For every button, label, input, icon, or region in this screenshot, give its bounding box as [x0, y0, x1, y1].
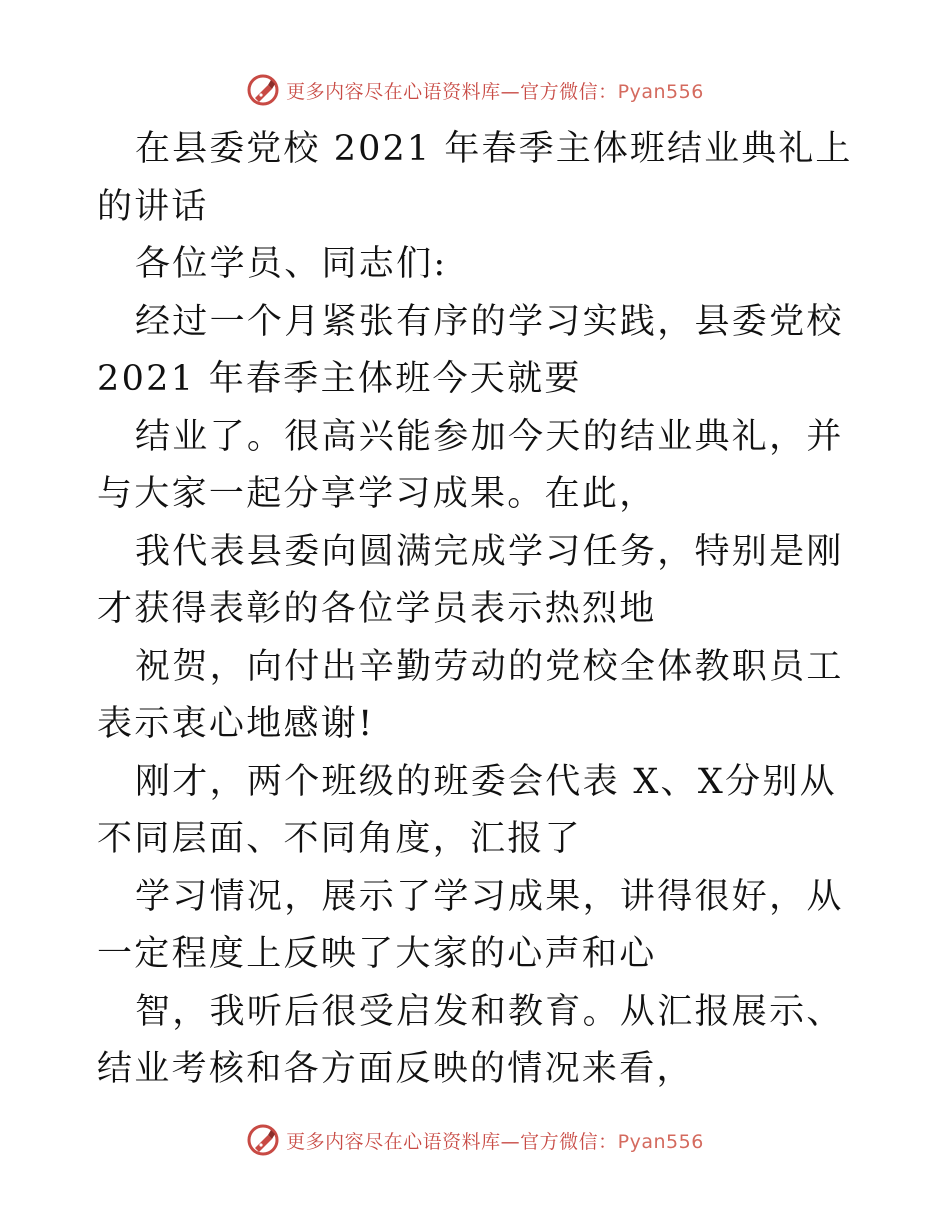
document-title: 在县委党校 2021 年春季主体班结业典礼上的讲话 — [97, 129, 853, 227]
paragraph: 智，我听后很受启发和教育。从汇报展示、结业考核和各方面反映的情况来看， — [97, 991, 844, 1089]
paragraph: 刚才，两个班级的班委会代表 X、X分别从不同层面、不同角度，汇报了 — [97, 761, 837, 859]
paragraph: 学习情况，展示了学习成果，讲得很好，从一定程度上反映了大家的心声和心 — [97, 876, 844, 974]
paragraph: 经过一个月紧张有序的学习实践，县委党校 2021 年春季主体班今天就要 — [97, 301, 844, 399]
paragraph: 祝贺，向付出辛勤劳动的党校全体教职员工表示衷心地感谢! — [97, 646, 844, 744]
paragraph: 各位学员、同志们: — [135, 244, 448, 284]
document-body — [97, 121, 857, 1099]
header-watermark — [0, 70, 950, 110]
footer-watermark — [0, 1120, 950, 1160]
watermark-text: 更多内容尽在心语资料库—官方微信：Pyan556 — [286, 1130, 704, 1153]
watermark-text: 更多内容尽在心语资料库—官方微信：Pyan556 — [286, 80, 704, 103]
pen-nib-logo-icon — [246, 73, 280, 107]
pen-nib-logo-icon — [246, 1123, 280, 1157]
paragraph: 结业了。很高兴能参加今天的结业典礼，并与大家一起分享学习成果。在此， — [97, 416, 844, 514]
paragraph: 我代表县委向圆满完成学习任务，特别是刚才获得表彰的各位学员表示热烈地 — [97, 531, 844, 629]
